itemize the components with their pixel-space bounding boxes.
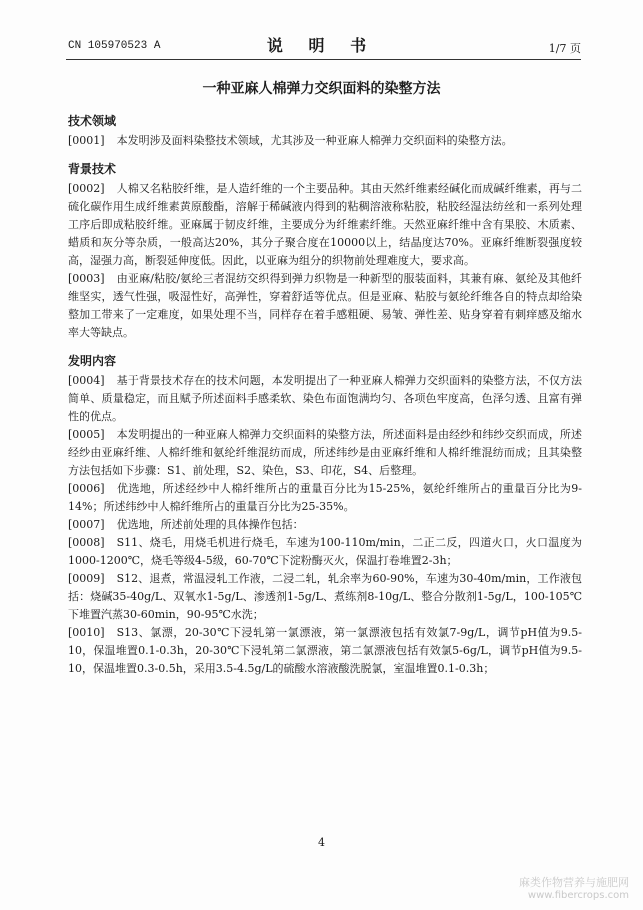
paragraph-number: [0009] <box>68 572 105 585</box>
paragraph-text: S13、氯漂，20-30℃下浸轧第一氯漂液，第一氯漂液包括有效氯7-9g/L，调节pH值为9.5-10，保温堆置0.1-0.3h，20-30℃下浸轧第二氯漂液，第二氯漂液包括有效氯5-6g/L，调节pH值为9.5-10，保温堆置0.3-0.5h，采用3.5-4.5g/L的硫酸水溶液酸洗脱氯，室温堆置0.1-0.3h； <box>68 626 582 675</box>
paragraph-number: [0003] <box>68 272 105 285</box>
paragraph <box>68 480 582 516</box>
paragraph-text: S11、烧毛，用烧毛机进行烧毛，车速为100-110m/min，二正二反，四道火口，火口温度为1000-1200℃，烧毛等级4-5级，60-70℃下淀粉酶灭火，保温打卷堆置2-3h； <box>68 536 582 567</box>
paragraph-text: 本发明涉及面料染整技术领域，尤其涉及一种亚麻人棉弹力交织面料的染整方法。 <box>116 134 513 147</box>
doc-number: CN 105970523 A <box>68 40 161 52</box>
section-heading-tech-field: 技术领域 <box>68 114 117 128</box>
paragraph <box>68 132 582 150</box>
paragraph-text: 人棉又名粘胶纤维，是人造纤维的一个主要品种。其由天然纤维素经碱化而成碱纤维素，再与二硫化碳作用生成纤维素黄原酸酯，溶解于稀碱液内得到的粘稠溶液称粘胶，粘胶经湿法纺丝和一系列处理工序后即成粘胶纤维。亚麻属于韧皮纤维，主要成分为纤维素纤维。天然亚麻纤维中含有果胶、木质素、蜡质和灰分等杂质，一般高达20%，其分子聚合度在10000以上，结晶度达70%。亚麻纤维断裂强度较高，湿强力高，断裂延伸度低。因此，以亚麻为组分的织物前处理难度大，要求高。 <box>68 182 582 267</box>
paragraph <box>68 534 582 570</box>
page-info: 1/7 页 <box>548 42 581 55</box>
paragraph-number: [0010] <box>68 626 105 639</box>
paragraph-number: [0004] <box>68 374 105 387</box>
watermark <box>519 876 629 902</box>
paragraph <box>68 426 582 480</box>
paragraph-text: 基于背景技术存在的技术问题，本发明提出了一种亚麻人棉弹力交织面料的染整方法，不仅方法简单、质量稳定，而且赋予所述面料手感柔软、染色布面饱满均匀、各项色牢度高，色泽匀透、且富有弹性的优点。 <box>68 374 582 423</box>
paragraph <box>68 270 582 342</box>
paragraph-number: [0006] <box>68 482 105 495</box>
paragraph <box>68 372 582 426</box>
document-body <box>68 112 582 678</box>
paragraph <box>68 624 582 678</box>
paragraph-number: [0001] <box>68 134 105 147</box>
paragraph-text: 由亚麻/粘胶/氨纶三者混纺交织得到弹力织物是一种新型的服装面料，其兼有麻、氨纶及其他纤维坚实，透气性强，吸湿性好，高弹性，穿着舒适等优点。但是亚麻、粘胶与氨纶纤维各自的特点却给染整加工带来了一定难度，如果处理不当，同样存在着手感粗硬、易皱、弹性差、贴身穿着有刺痒感及缩水率大等缺点。 <box>68 272 582 339</box>
watermark-name: 麻类作物营养与施肥网 <box>519 876 629 889</box>
paragraph-number: [0005] <box>68 428 105 441</box>
header-rule <box>66 59 581 60</box>
paragraph-text: S12、退煮，常温浸轧工作液，二浸二轧，轧余率为60-90%，车速为30-40m/min，工作液包括：烧碱35-40g/L、双氧水1-5g/L、渗透剂1-5g/L、煮练剂8-10g/L、整合分散剂1-5g/L，100-105℃下堆置汽蒸30-60min，90-95℃水洗； <box>68 572 582 621</box>
section-heading-background: 背景技术 <box>68 162 117 176</box>
paragraph-text: 本发明提出的一种亚麻人棉弹力交织面料的染整方法，所述面料是由经纱和纬纱交织而成，所述经纱由亚麻纤维、人棉纤维和氨纶纤维混纺而成，所述纬纱是由亚麻纤维和人棉纤维混纺而成；且其染整方法包括如下步骤：S1、前处理，S2、染色，S3、印花，S4、后整理。 <box>68 428 582 477</box>
paragraph-text: 优选地，所述前处理的具体操作包括： <box>116 518 304 531</box>
document-title: 一种亚麻人棉弹力交织面料的染整方法 <box>202 81 441 97</box>
doc-type-heading: 说 明 书 <box>266 36 377 55</box>
watermark-url: www.fibercrops.com <box>527 890 629 901</box>
paragraph-number: [0007] <box>68 518 105 531</box>
section-heading-summary: 发明内容 <box>68 354 117 368</box>
page-number: 4 <box>318 836 325 849</box>
paragraph <box>68 516 582 534</box>
paragraph-text: 优选地，所述经纱中人棉纤维所占的重量百分比为15-25%，氨纶纤维所占的重量百分比为9-14%；所述纬纱中人棉纤维所占的重量百分比为25-35%。 <box>68 482 582 513</box>
paragraph <box>68 180 582 270</box>
paragraph <box>68 570 582 624</box>
paragraph-number: [0002] <box>68 182 105 195</box>
paragraph-number: [0008] <box>68 536 105 549</box>
